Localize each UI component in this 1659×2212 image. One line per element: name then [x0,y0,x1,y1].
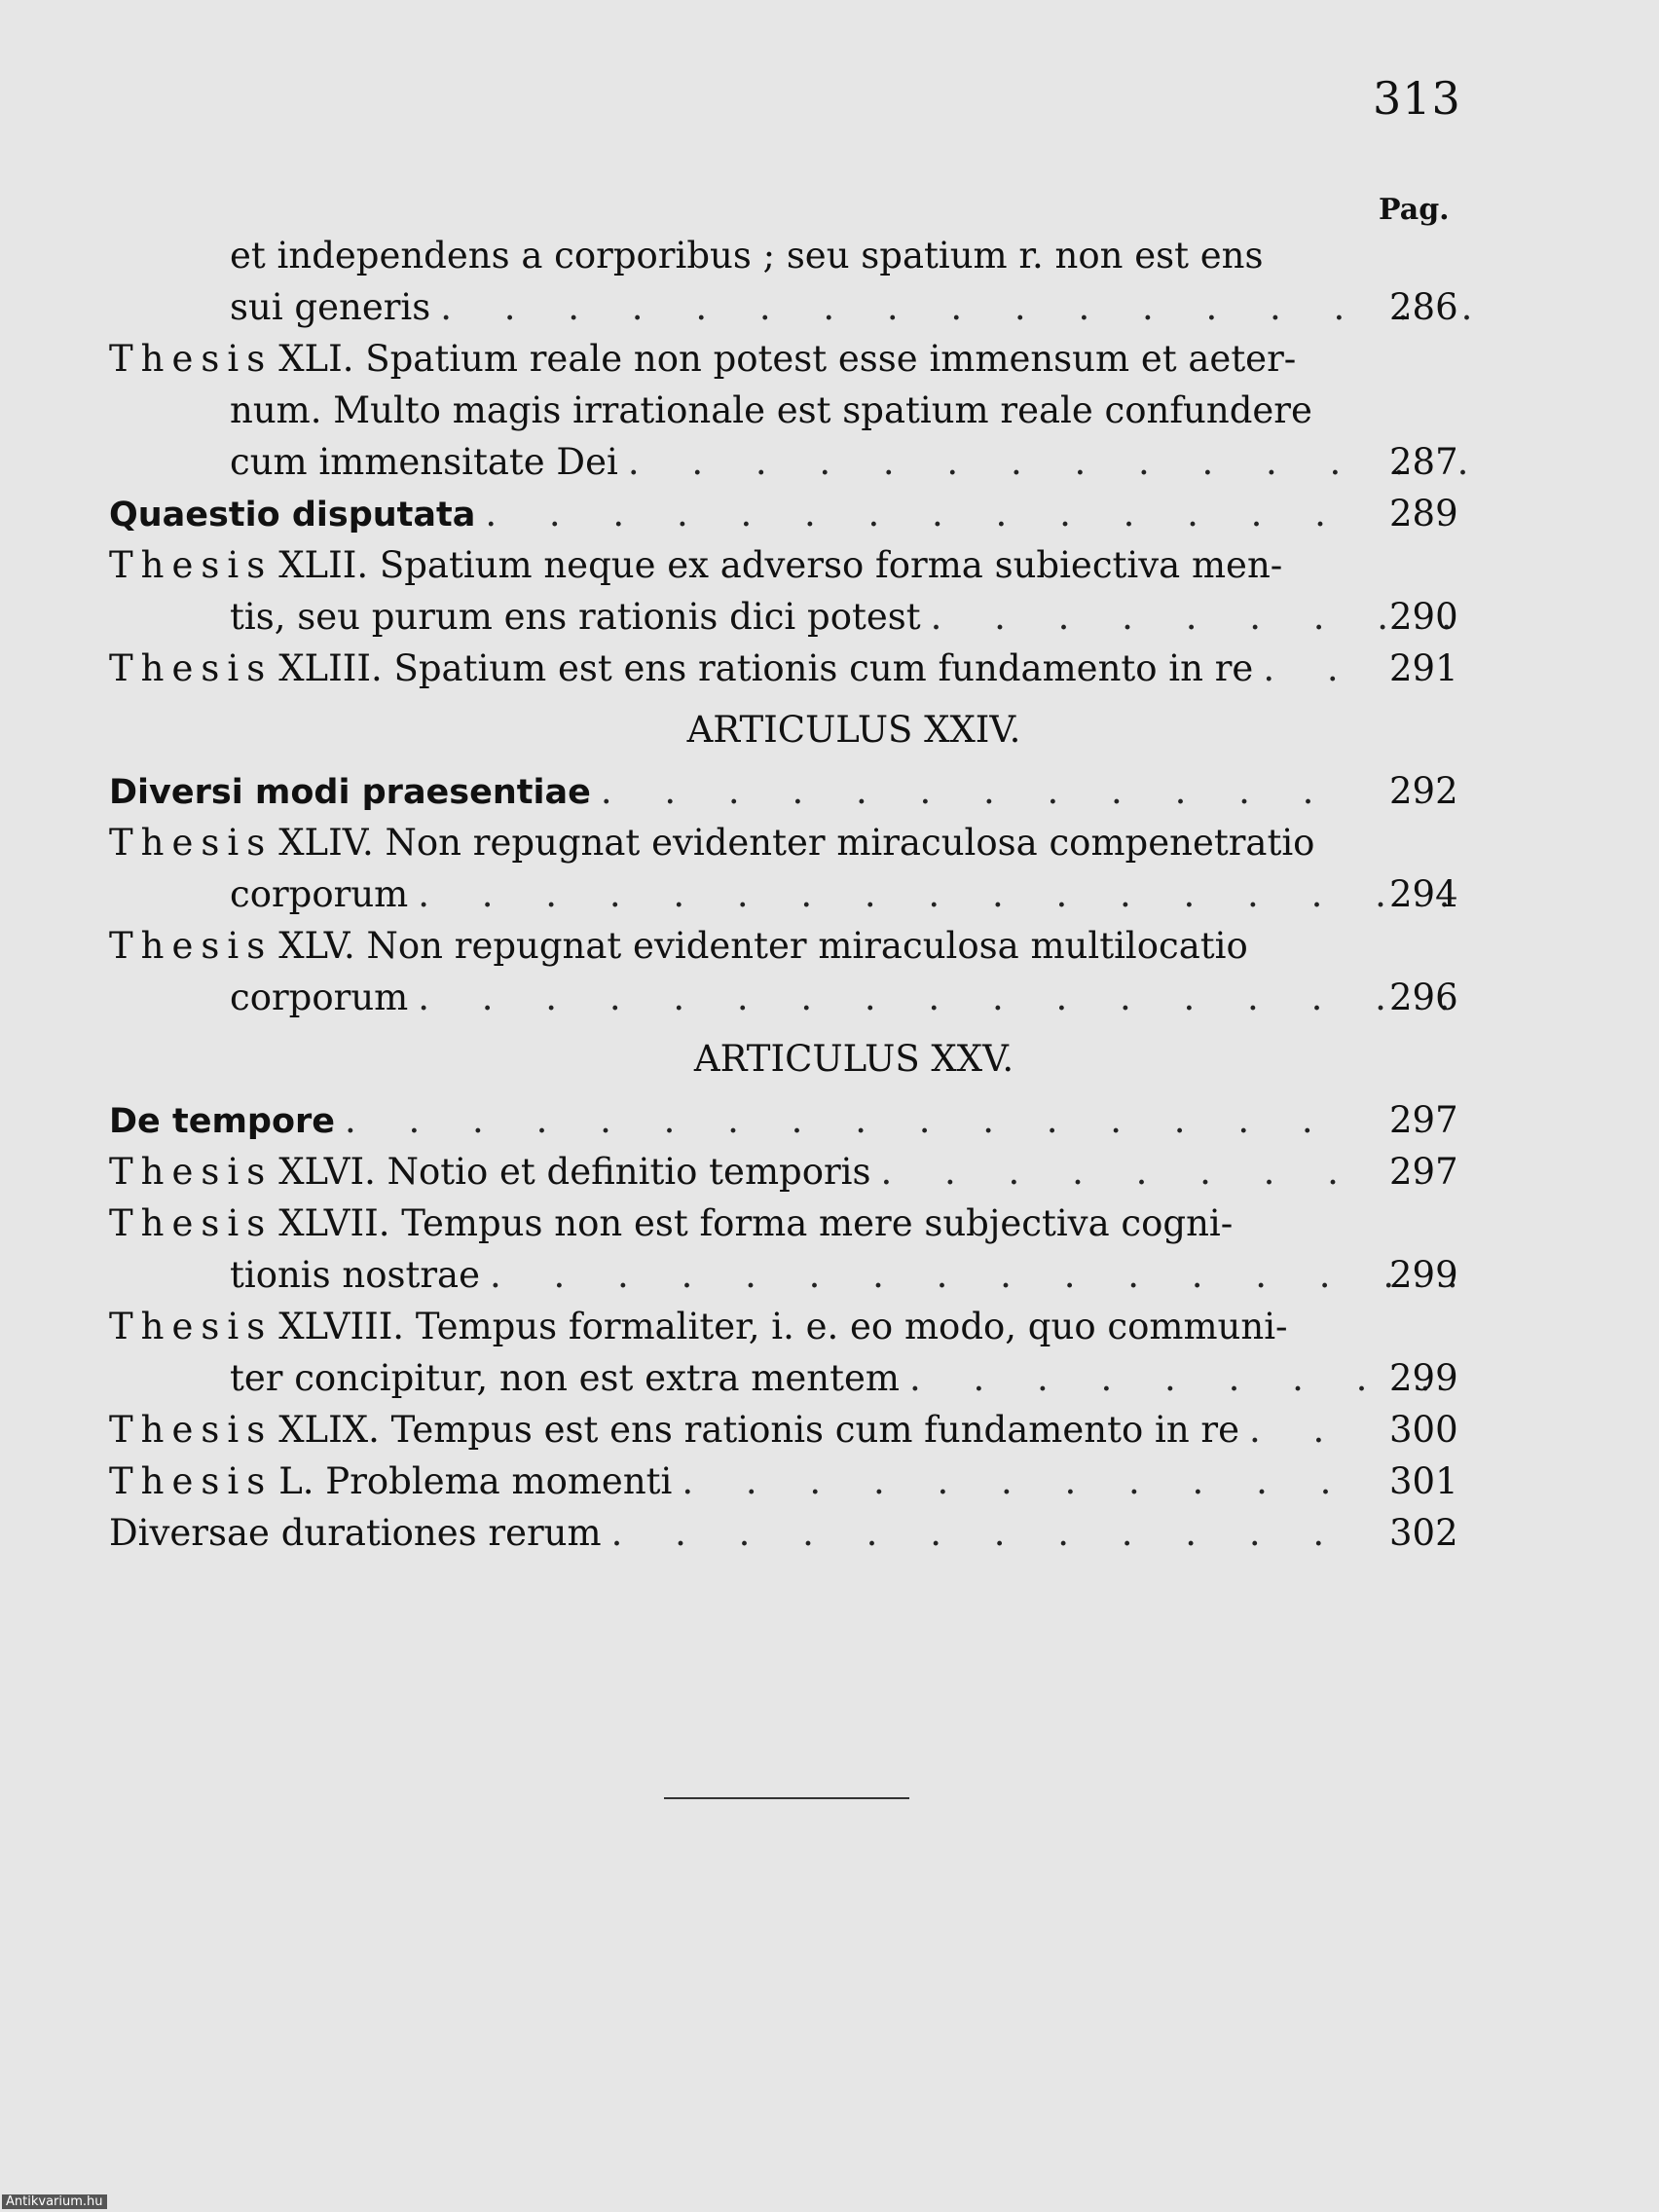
thesis-label: Thesis [109,647,274,689]
toc-line-content [109,920,1351,972]
leader-dots [418,868,1472,920]
thesis-label: Thesis [109,544,274,586]
page-ref[interactable]: 299 [1389,1357,1458,1399]
entry-text: XLVII. Tempus non est forma mere subjectiva cogni- [278,1202,1234,1244]
leader-dots [611,1507,1351,1559]
entry-text: corporum [230,977,409,1018]
thesis-label: Thesis [109,1460,274,1502]
entry-text: XLVI. Notio et definitio temporis [278,1151,871,1193]
page-number: 313 [1373,72,1461,125]
toc-entry-line [109,765,1462,817]
toc-entry-line [109,1404,1462,1456]
page-ref[interactable]: 290 [1389,596,1458,638]
toc-line-content [109,1146,1351,1198]
toc-entry-line [109,1301,1462,1352]
toc-line-content [230,868,1472,920]
toc-line-content [109,765,1351,819]
pag-column-label: Pag. [1379,193,1450,227]
page-ref[interactable]: 297 [1389,1099,1458,1141]
thesis-label: Thesis [109,822,274,864]
section-heading: Quaestio disputata [109,496,476,535]
toc-entry-line [109,1094,1462,1146]
end-rule [664,1797,909,1799]
section-heading: De tempore [109,1102,336,1141]
page-ref[interactable]: 289 [1389,493,1458,535]
page-ref[interactable]: 287 [1389,441,1458,483]
leader-dots [485,488,1351,539]
leader-dots [490,1249,1472,1301]
leader-dots [909,1352,1472,1404]
toc-entry-line [109,817,1462,868]
leader-dots [881,1146,1352,1198]
toc-entry-line [109,1146,1462,1198]
page-ref[interactable]: 301 [1389,1460,1458,1502]
thesis-label: Thesis [109,1409,274,1451]
watermark: Antikvarium.hu [2,2194,107,2209]
entry-text: XLIX. Tempus est ens rationis cum fundamento in re [278,1409,1240,1451]
page-ref[interactable]: 296 [1389,977,1458,1018]
page-ref[interactable]: 291 [1389,647,1458,689]
article-heading: ARTICULUS XXIV. [686,709,1021,751]
toc-entry-line [109,1456,1462,1507]
toc-line-content [109,1507,1351,1559]
leader-dots [1249,1404,1351,1456]
entry-text: sui generis [230,286,431,328]
toc-line-content [230,1352,1472,1404]
entry-text: num. Multo magis irrationale est spatium reale confundere [230,389,1312,431]
toc-entry-line [109,333,1462,385]
toc-entry-line [109,643,1462,694]
toc-entry-line [109,1249,1462,1301]
toc-entry-line [109,539,1462,591]
section-heading: Diversi modi praesentiae [109,773,591,812]
toc-entry-line [109,436,1462,488]
toc-line-content [109,488,1351,541]
entry-text: XLIII. Spatium est ens rationis cum fundamento in re [278,647,1254,689]
article-heading: ARTICULUS XXV. [693,1038,1014,1080]
toc-line-content [230,385,1472,436]
entry-text: et independens a corporibus ; seu spatium r. non est ens [230,235,1264,276]
leader-dots [1263,643,1351,694]
toc-entry-line [109,1352,1462,1404]
toc-line-content [109,539,1351,591]
page-ref[interactable]: 294 [1389,873,1458,915]
leader-dots [682,1456,1351,1507]
thesis-label: Thesis [109,338,274,380]
entry-text: L. Problema momenti [278,1460,673,1502]
toc-entry-line [109,488,1462,539]
page-ref[interactable]: 297 [1389,1151,1458,1193]
page-ref[interactable]: 299 [1389,1254,1458,1296]
toc-line-content [109,1094,1351,1148]
toc-entry-line [109,1198,1462,1249]
toc-line-content [109,333,1351,385]
toc-entry-line [109,385,1462,436]
toc-line-content [109,1456,1351,1507]
page-ref[interactable]: 286 [1389,286,1458,328]
entry-text: Diversae durationes rerum [109,1512,602,1554]
toc-line-content [109,817,1351,868]
page-ref[interactable]: 300 [1389,1409,1458,1451]
toc-entry-line [109,868,1462,920]
thesis-label: Thesis [109,1202,274,1244]
toc-entry-line [109,1507,1462,1559]
entry-text: XLV. Non repugnat evidenter miraculosa multilocatio [278,925,1248,967]
toc-line-content [109,1404,1351,1456]
toc-line-content [109,1198,1351,1249]
table-of-contents [109,230,1462,1559]
entry-text: XLII. Spatium neque ex adverso forma subiectiva men- [278,544,1283,586]
toc-line-content [230,436,1472,488]
entry-text: ter concipitur, non est extra mentem [230,1357,900,1399]
page-ref[interactable]: 292 [1389,770,1458,812]
toc-line-content [230,281,1472,333]
entry-text: XLI. Spatium reale non potest esse immensum et aeter- [278,338,1297,380]
thesis-label: Thesis [109,1306,274,1347]
toc-entry-line [109,281,1462,333]
toc-line-content [109,1301,1351,1352]
entry-text: tis, seu purum ens rationis dici potest [230,596,921,638]
thesis-label: Thesis [109,925,274,967]
toc-line-content [230,972,1472,1023]
toc-entry-line [109,230,1462,281]
leader-dots [418,972,1472,1023]
leader-dots [601,765,1351,817]
entry-text: cum immensitate Dei [230,441,618,483]
page-ref[interactable]: 302 [1389,1512,1458,1554]
leader-dots [440,281,1472,333]
toc-line-content [230,230,1472,281]
toc-line-content [109,643,1351,694]
leader-dots [628,436,1472,488]
thesis-label: Thesis [109,1151,274,1193]
entry-text: XLVIII. Tempus formaliter, i. e. eo modo, quo communi- [278,1306,1288,1347]
entry-text: corporum [230,873,409,915]
leader-dots [345,1094,1351,1146]
toc-line-content [230,591,1472,643]
toc-line-content [230,1249,1472,1301]
entry-text: XLIV. Non repugnat evidenter miraculosa compenetratio [278,822,1315,864]
toc-entry-line [109,591,1462,643]
toc-entry-line [109,972,1462,1023]
toc-entry-line [109,920,1462,972]
entry-text: tionis nostrae [230,1254,480,1296]
